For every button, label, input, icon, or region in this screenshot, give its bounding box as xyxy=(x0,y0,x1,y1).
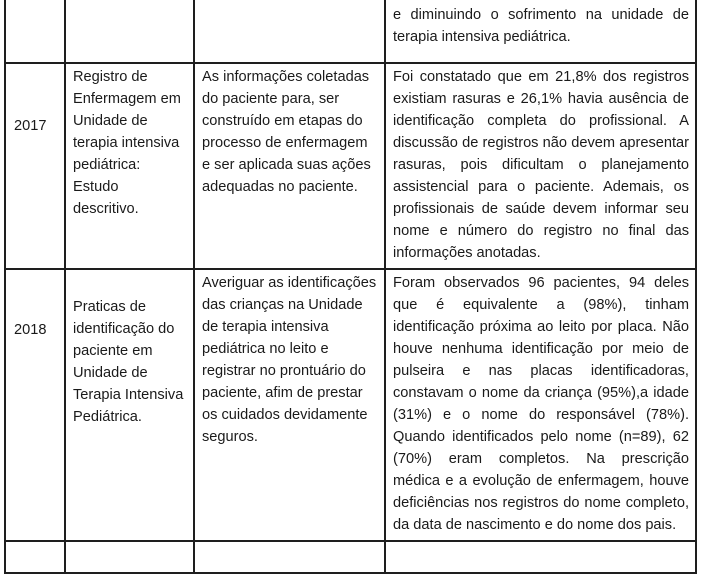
year-cell xyxy=(5,269,65,541)
title-text: Registro de Enfermagem em Unidade de terapia intensiva pediátrica: Estudo descritivo. xyxy=(73,69,181,217)
table-row-continued xyxy=(5,0,696,63)
table-row xyxy=(5,269,696,541)
results-text: Foram observados 96 pacientes, 94 deles que é equivalente a (98%), tinham identificação próxima ao leito por placa. Não houve nenhuma identificação por meio de pulseira e nas placas identificadoras, constavam o nome da criança (95%),a idade (31%) e o nome do responsável (78%). Quando identificados pelo nome (n=89), 62 (70%) eram completos. Na prescrição médica e a evolução de enfermagem, houve deficiências nos registros do nome completo, da data de nascimento e do nome dos pais. xyxy=(393,275,689,533)
year-cell xyxy=(5,63,65,269)
results-cell xyxy=(385,63,696,269)
year-text: 2018 xyxy=(14,322,47,338)
title-text: Praticas de identificação do paciente em Unidade de Terapia Intensiva Pediátrica. xyxy=(73,299,184,425)
objective-cell xyxy=(194,269,385,541)
results-cell xyxy=(385,269,696,541)
objective-text: As informações coletadas do paciente para, ser construído em etapas do processo de enfermagem e ser aplicada suas ações adequadas no paciente. xyxy=(202,69,371,195)
objective-text: Averiguar as identificações das crianças na Unidade de terapia intensiva pediátrica no leito e registrar no prontuário do paciente, afim de prestar os cuidados devidamente seguros. xyxy=(202,275,377,445)
year-text: 2017 xyxy=(14,118,47,134)
literature-review-table xyxy=(4,0,697,574)
results-text: Foi constatado que em 21,8% dos registros existiam rasuras e 26,1% havia ausência de identificação completa do profissional. A discussão de registros não devem apresentar rasuras, pois dificultam o planejamento assistencial para o paciente. Ademais, os profissionais de saúde devem informar seu nome e número do registro no final das informações anotadas. xyxy=(393,69,689,261)
results-cell: e diminuindo o sofrimento na unidade de terapia intensiva pediátrica. xyxy=(385,0,696,63)
title-cell xyxy=(65,269,194,541)
objective-cell xyxy=(194,63,385,269)
title-cell xyxy=(65,63,194,269)
year-cell xyxy=(5,0,65,63)
table-row-next xyxy=(5,541,696,573)
title-cell xyxy=(65,0,194,63)
objective-cell xyxy=(194,0,385,63)
table-row xyxy=(5,63,696,269)
